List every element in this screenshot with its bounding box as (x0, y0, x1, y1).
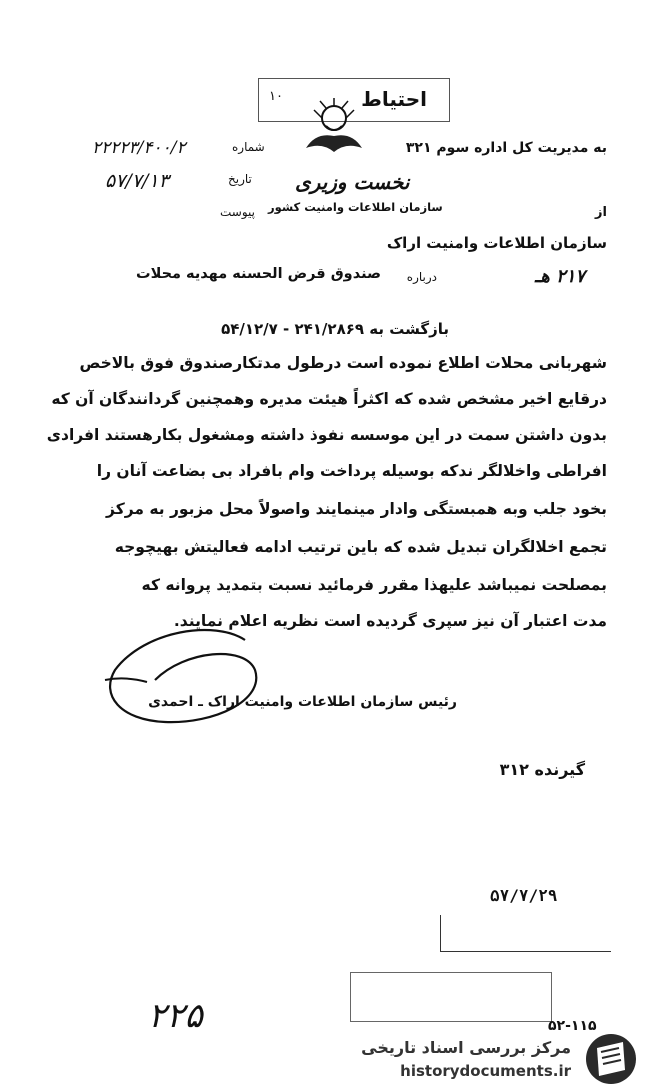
recipient-code: گیرنده ۳۱۲ (499, 760, 585, 779)
body-line: بدون داشتن سمت در این موسسه نفوذ داشته ومشغول بکارهستند افرادی (46, 426, 607, 444)
signature-line: رئیس سازمان اطلاعات وامنیت اراک ـ احمدی (148, 694, 457, 710)
date-label: تاریخ (228, 172, 252, 186)
reference-line: بازگشت به ۲۴۱/۲۸۶۹ - ۵۴/۱۲/۷ (221, 320, 449, 338)
filing-stamp (350, 972, 552, 1022)
archive-code: ۵۲-۱۱۵ (548, 1018, 597, 1034)
archive-logo-icon (583, 1032, 639, 1086)
ministry-title: نخست وزیری (295, 170, 410, 194)
recipient-line: به مدیریت کل اداره سوم ۳۲۱ (405, 140, 607, 156)
body-line: افراطی واخلالگر ندکه بوسیله پرداخت وام بافراد بی بضاعت آنان را (96, 462, 607, 480)
number-value: ۲۲۲۲۳/۴۰۰/۲ (92, 138, 186, 158)
watermark-title: مرکز بررسی اسناد تاریخی (361, 1038, 571, 1057)
agency-title: سازمان اطلاعات وامنیت کشور (268, 200, 443, 214)
stamped-date: ۵۷/۷/۲۹ (490, 886, 558, 905)
body-line: بخود جلب وبه همبستگی وادار مینمایند واصولاً محل مزبور به مرکز (106, 500, 607, 518)
subject-label: درباره (406, 270, 437, 284)
sender-line: سازمان اطلاعات وامنیت اراک (386, 234, 607, 252)
body-line: بمصلحت نمیباشد علیهذا مقرر فرمائید نسبت بتمدید پروانه که (141, 576, 607, 594)
number-label: شماره (232, 140, 265, 154)
handwritten-file-number: ۲۲۵ (148, 996, 203, 1036)
attachment-label: پیوست (220, 205, 255, 219)
stamp-corner-mark: ۱۰ (269, 89, 283, 104)
body-line: تجمع اخلالگران تبدیل شده که باین ترتیب ادامه فعالیتش بهیچوجه (114, 538, 607, 556)
body-line: درقایع اخیر مشخص شده که اکثراً هیئت مدیره وهمچنین گردانندگان آن که (51, 390, 607, 408)
handwritten-signature (95, 610, 285, 750)
date-value: ۵۷/۷/۱۳ (105, 170, 169, 192)
receipt-stamp (440, 915, 611, 952)
margin-note: ۲۱۷ هـ (535, 266, 586, 287)
body-line: شهربانی محلات اطلاع نموده است درطول مدتکارصندوق فوق بالاخص (79, 354, 607, 372)
body-line: مدت اعتبار آن نیز سپری گردیده است نظریه اعلام نمایند. (173, 612, 607, 630)
from-label: از (595, 205, 607, 220)
classification-stamp-text: احتیاط (361, 87, 427, 111)
watermark-url: historydocuments.ir (400, 1062, 571, 1080)
lion-and-sun-emblem (296, 96, 372, 160)
subject-text: صندوق قرض الحسنه مهدیه محلات (136, 266, 381, 282)
